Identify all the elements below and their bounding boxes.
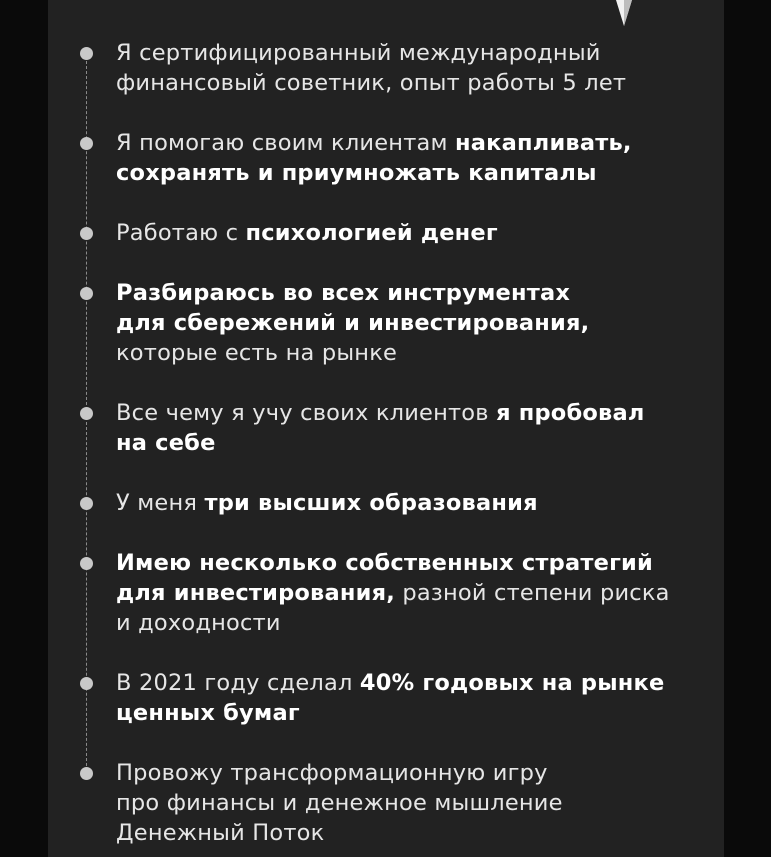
bullet-dot-icon [80, 47, 93, 60]
text: Все чему я учу своих клиентов [116, 400, 497, 426]
item-line [116, 158, 716, 188]
item-line [116, 788, 716, 818]
bold-text: психологией денег [245, 220, 498, 246]
item-line [116, 398, 716, 428]
bold-text: Имею несколько собственных стратегий [116, 550, 653, 576]
item-line [116, 128, 716, 158]
timeline-item [116, 278, 716, 368]
text: Работаю с [116, 220, 246, 246]
bold-text: сохранять и приумножать капиталы [116, 160, 597, 186]
item-line [116, 668, 716, 698]
timeline-item [116, 668, 716, 728]
item-line [116, 218, 716, 248]
bold-text: для сбережений и инвестирования, [116, 310, 590, 336]
bold-text: три высших образования [204, 490, 538, 516]
timeline-item [116, 218, 716, 248]
text: Я сертифицированный международный [116, 40, 601, 66]
timeline-item [116, 548, 716, 638]
text: Я помогаю своим клиентам [116, 130, 456, 156]
timeline-item [116, 128, 716, 188]
item-line [116, 68, 716, 98]
text: У меня [116, 490, 205, 516]
bold-text: 40% годовых на рынке [359, 670, 665, 696]
item-line [116, 308, 716, 338]
bullet-dot-icon [80, 407, 93, 420]
text: финансовый советник, опыт работы 5 лет [116, 70, 627, 96]
text: В 2021 году сделал [116, 670, 360, 696]
bullet-dot-icon [80, 767, 93, 780]
item-line [116, 818, 716, 848]
bullet-dot-icon [80, 557, 93, 570]
bold-text: для инвестирования, [116, 580, 395, 606]
item-line [116, 608, 716, 638]
text: Денежный Поток [116, 820, 325, 846]
bullet-dot-icon [80, 227, 93, 240]
pen-tip-icon [602, 0, 642, 30]
item-line [116, 38, 716, 68]
bold-text: ценных бумаг [116, 700, 300, 726]
text: и доходности [116, 610, 281, 636]
item-line [116, 758, 716, 788]
timeline-item [116, 488, 716, 518]
item-line [116, 278, 716, 308]
timeline-item [116, 758, 716, 848]
bullet-dot-icon [80, 287, 93, 300]
bold-text: я пробовал [496, 400, 645, 426]
bold-text: на себе [116, 430, 216, 456]
bold-text: Разбираюсь во всех инструментах [116, 280, 571, 306]
bullet-dot-icon [80, 137, 93, 150]
item-line [116, 578, 716, 608]
item-line [116, 338, 716, 368]
item-line [116, 698, 716, 728]
bullet-dot-icon [80, 677, 93, 690]
timeline-item [116, 398, 716, 458]
item-line [116, 428, 716, 458]
text: Провожу трансформационную игру [116, 760, 548, 786]
text: про финансы и денежное мышление [116, 790, 563, 816]
text: разной степени риска [394, 580, 670, 606]
item-line [116, 488, 716, 518]
text: которые есть на рынке [116, 340, 398, 366]
timeline-item [116, 38, 716, 98]
bullet-dot-icon [80, 497, 93, 510]
bold-text: накапливать, [455, 130, 632, 156]
item-line [116, 548, 716, 578]
